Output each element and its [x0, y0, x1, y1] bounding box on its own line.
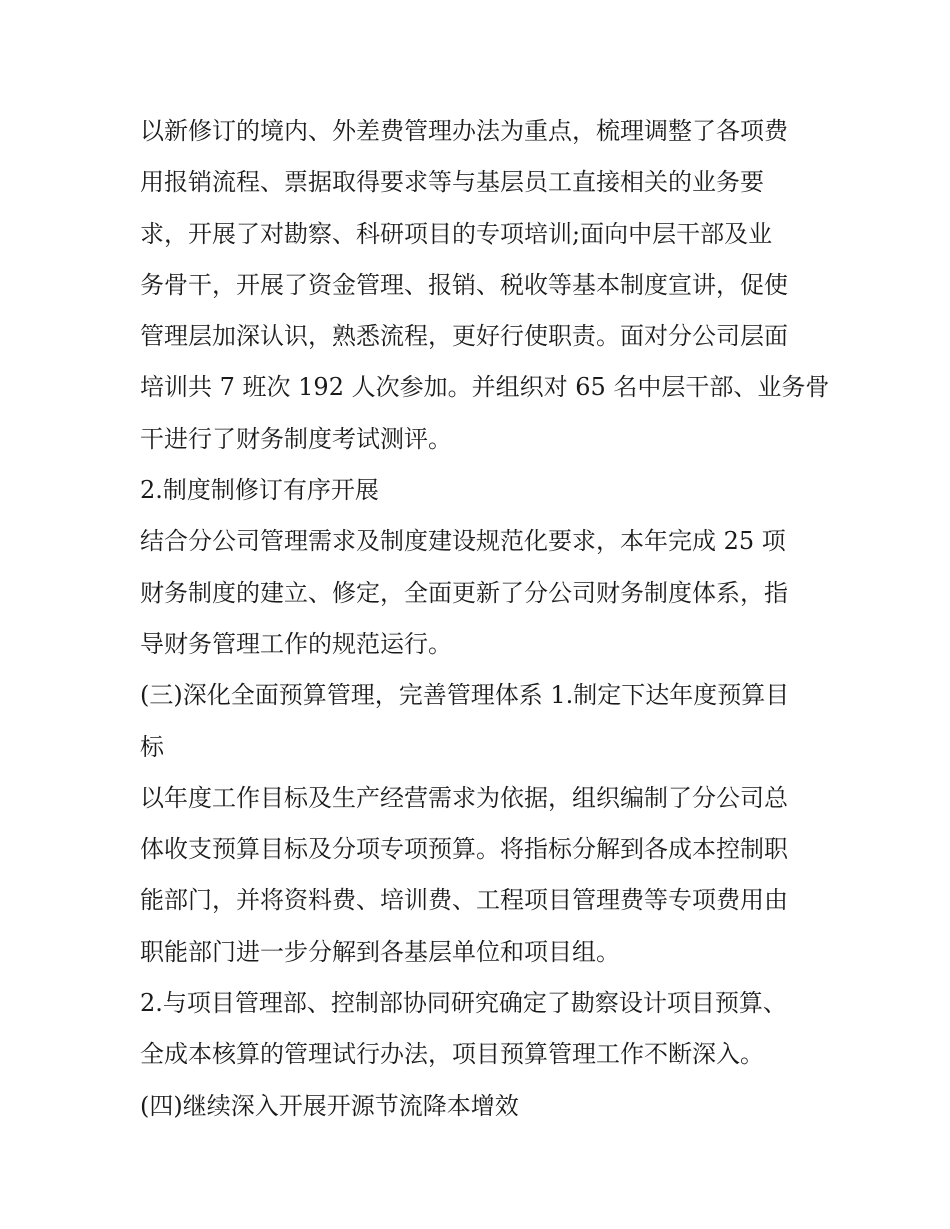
section-heading: 2.制度制修订有序开展 [140, 476, 379, 505]
section-heading: (三)深化全面预算管理，完善管理体系 1.制定下达年度预算目 [140, 681, 790, 710]
text-line: 能部门，并将资料费、培训费、工程项目管理费等专项费用由 [140, 886, 788, 915]
text-line: 务骨干，开展了资金管理、报销、税收等基本制度宣讲，促使 [140, 270, 788, 299]
text-line: 职能部门进一步分解到各基层单位和项目组。 [140, 937, 620, 966]
text-line: 求，开展了对勘察、科研项目的专项培训;面向中层干部及业 [140, 219, 773, 248]
section-heading: (四)继续深入开展开源节流降本增效 [140, 1091, 519, 1120]
text-line: 全成本核算的管理试行办法，项目预算管理工作不断深入。 [140, 1040, 764, 1069]
text-line: 管理层加深认识，熟悉流程，更好行使职责。面对分公司层面 [140, 322, 788, 351]
document-body [140, 106, 830, 1132]
text-line: 以新修订的境内、外差费管理办法为重点，梳理调整了各项费 [140, 117, 788, 145]
section-heading: 标 [140, 732, 164, 761]
text-line: 财务制度的建立、修定，全面更新了分公司财务制度体系，指 [140, 578, 788, 607]
text-line: 导财务管理工作的规范运行。 [140, 629, 452, 658]
text-line: 2.与项目管理部、控制部协同研究确定了勘察设计项目预算、 [140, 989, 787, 1018]
text-line: 培训共 7 班次 192 人次参加。并组织对 65 名中层干部、业务骨 [140, 373, 830, 402]
text-line: 结合分公司管理需求及制度建设规范化要求，本年完成 25 项 [140, 527, 786, 556]
text-line: 用报销流程、票据取得要求等与基层员工直接相关的业务要 [140, 168, 764, 197]
text-line: 干进行了财务制度考试测评。 [140, 424, 452, 453]
text-line: 以年度工作目标及生产经营需求为依据，组织编制了分公司总 [140, 783, 788, 812]
text-line: 体收支预算目标及分项专项预算。将指标分解到各成本控制职 [140, 835, 788, 864]
